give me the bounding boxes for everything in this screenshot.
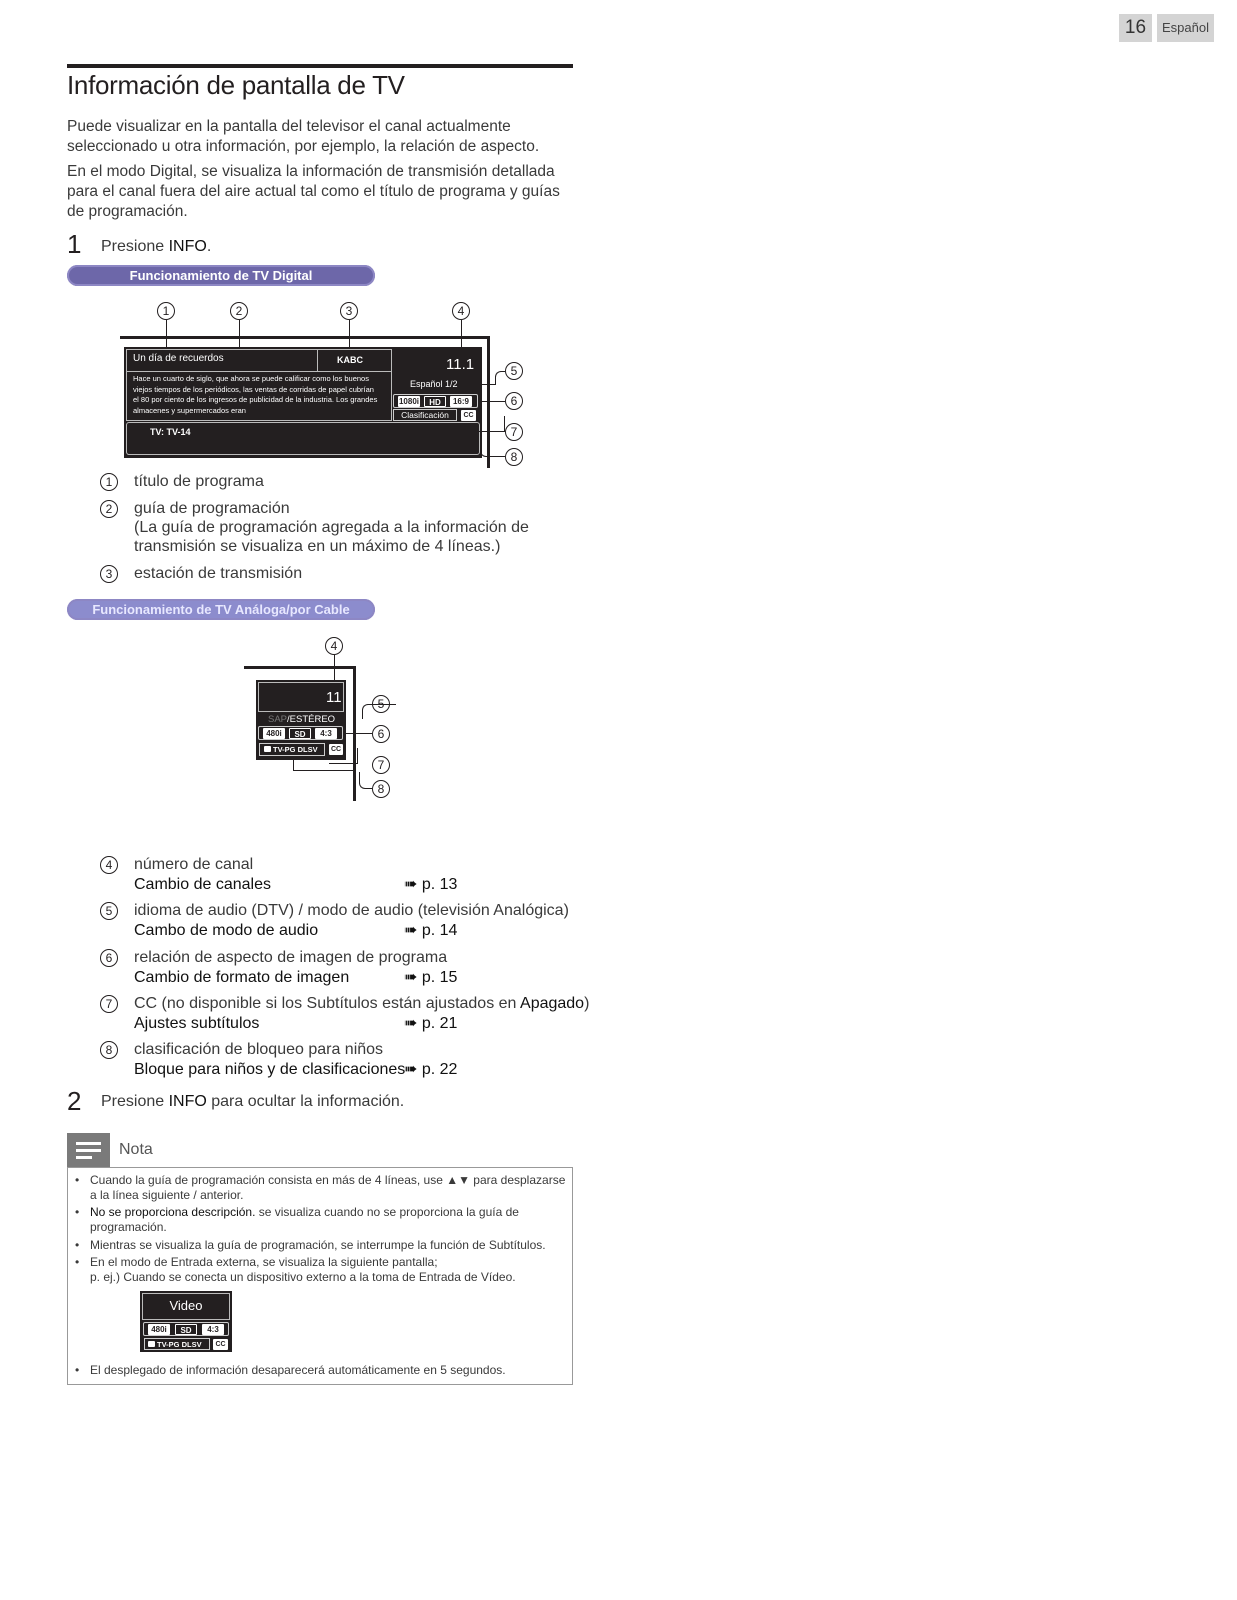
- legend-4-page[interactable]: [404, 875, 457, 895]
- legend-5-text: idioma de audio (DTV) / modo de audio (televisión Analógica): [134, 902, 569, 919]
- legend-7-post: ): [584, 995, 590, 1012]
- program-guide-text: Hace un cuarto de siglo, que ahora se puede calificar como los buenos viejos tiempos de los periódicos, las ventas de corridas de papel cubrían el 80 por ciento de los ingresos de publicidad de la industria. Los grandes almacenes y supermercados eran: [133, 374, 378, 415]
- note-item-1: [90, 1173, 570, 1203]
- step-2-key: INFO: [168, 1093, 207, 1110]
- legend-8-text: clasificación de bloqueo para niños: [134, 1041, 384, 1058]
- legend-1-text: título de programa: [134, 473, 264, 490]
- lock-icon: [264, 746, 271, 752]
- legend-8-page[interactable]: [404, 1060, 457, 1080]
- section-digital-tv: Funcionamiento de TV Digital: [67, 265, 375, 286]
- note-bullet-4: •: [75, 1255, 80, 1269]
- title-divider: [126, 371, 392, 372]
- legend-5-page[interactable]: [404, 921, 457, 941]
- title-rule: [67, 64, 573, 68]
- legend-3-text: estación de transmisión: [134, 565, 303, 582]
- legend-1-num: 1: [100, 473, 118, 491]
- callout-8: 8: [505, 448, 523, 466]
- analog-callout-6: 6: [372, 725, 390, 743]
- note-1-line2: a la línea siguiente / anterior.: [90, 1188, 244, 1202]
- lock-icon: [148, 1341, 155, 1347]
- analog-rating-text: TV-PG DLSV: [273, 745, 318, 754]
- leader-5: [466, 384, 496, 385]
- note-2-line1: [90, 1205, 570, 1220]
- legend-5-page-text: p. 14: [421, 922, 458, 939]
- callout-2: 2: [230, 302, 248, 320]
- cc-tag: CC: [461, 410, 476, 421]
- callout-7: 7: [505, 423, 523, 441]
- step-2-post: para ocultar la información.: [206, 1093, 405, 1110]
- video-cc-tag: CC: [213, 1339, 228, 1350]
- legend-2-sub1: (La guía de programación agregada a la información de: [134, 519, 529, 536]
- legend-6-text: relación de aspecto de imagen de programa: [134, 949, 448, 966]
- analog-aspect-tag: 4:3: [315, 728, 337, 739]
- legend-2-num: 2: [100, 500, 118, 518]
- note-3-line1: Mientras se visualiza la guía de programación, se interrumpe la función de Subtítulos.: [90, 1238, 546, 1252]
- video-rating: [144, 1338, 210, 1350]
- leader-6: [478, 401, 505, 402]
- step-2-pre: Presione: [101, 1093, 169, 1110]
- digital-channel-number: 11.1: [446, 356, 475, 373]
- analog-callout-7: 7: [372, 756, 390, 774]
- legend-4-ref[interactable]: Cambio de canales: [134, 876, 271, 893]
- video-label: Video: [169, 1298, 203, 1313]
- note-bullet-1: •: [75, 1173, 80, 1187]
- legend-7-ref[interactable]: Ajustes subtítulos: [134, 1015, 260, 1032]
- legend-7-page[interactable]: [404, 1014, 457, 1034]
- note-bullet-2: •: [75, 1205, 80, 1219]
- legend-2-sub2: transmisión se visualiza en un máximo de 4 líneas.): [134, 538, 501, 555]
- note-4-line2: p. ej.) Cuando se conecta un dispositivo externo a la toma de Entrada de Vídeo.: [90, 1270, 516, 1284]
- analog-leader-8b: [359, 772, 372, 789]
- analog-audio-sap: SAP: [268, 714, 288, 725]
- aspect-tag: 16:9: [450, 396, 472, 407]
- analog-callout-4: 4: [325, 637, 343, 655]
- analog-channel-number: 11: [326, 689, 342, 706]
- analog-leader-6: [343, 733, 372, 734]
- tv-frame-top: [120, 336, 490, 339]
- note-2-rest: se visualiza cuando no se proporciona la guía de: [255, 1205, 519, 1219]
- page-title: Información de pantalla de TV: [67, 70, 405, 100]
- note-item-3: [90, 1238, 570, 1253]
- legend-3-num: 3: [100, 565, 118, 583]
- legend-8-page-text: p. 22: [421, 1061, 458, 1078]
- leader-8: [480, 440, 505, 457]
- step-1-number: 1: [67, 229, 82, 259]
- page-badge: [1119, 14, 1214, 42]
- step-2-text: [101, 1093, 404, 1111]
- arrow-icon: ➠: [404, 922, 422, 939]
- legend-6-num: 6: [100, 949, 118, 967]
- legend-5-num: 5: [100, 902, 118, 920]
- leader-7: [466, 416, 505, 432]
- audio-language: Español 1/2: [410, 379, 458, 389]
- note-1-line1: Cuando la guía de programación consista en más de 4 líneas, use ▲▼ para desplazarse: [90, 1173, 566, 1187]
- arrow-icon: ➠: [404, 1015, 422, 1032]
- program-title: Un día de recuerdos: [133, 353, 224, 364]
- program-rating: TV: TV-14: [150, 427, 191, 437]
- step-2-number: 2: [67, 1086, 82, 1116]
- legend-5-ref[interactable]: Cambo de modo de audio: [134, 922, 319, 939]
- analog-cc-tag: CC: [330, 746, 342, 753]
- analog-callout-5: 5: [372, 695, 390, 713]
- analog-resolution-tag: 480i: [263, 728, 285, 739]
- note-label: Nota: [119, 1141, 153, 1158]
- rating-label: Clasificación: [393, 409, 457, 421]
- legend-6-page[interactable]: [404, 968, 457, 988]
- legend-2-text: guía de programación: [134, 500, 290, 517]
- video-definition-tag: SD: [175, 1324, 197, 1335]
- note-icon: [67, 1133, 110, 1168]
- arrow-icon: ➠: [404, 876, 422, 893]
- step-1-text: [101, 238, 211, 256]
- intro-paragraph-1: Puede visualizar en la pantalla del televisor el canal actualmente seleccionado u otra información, por ejemplo, la relación de aspecto.: [67, 118, 540, 155]
- legend-7-text: [134, 994, 589, 1014]
- video-resolution-tag: 480i: [148, 1324, 170, 1335]
- step-1-pre: Presione: [101, 238, 169, 255]
- page-number: 16: [1119, 14, 1152, 42]
- analog-leader-5: [362, 704, 396, 719]
- analog-leader-8a: [293, 757, 353, 771]
- leader-5-curve: [495, 371, 505, 385]
- callout-4: 4: [452, 302, 470, 320]
- legend-7-pre: CC (no disponible si los Subtítulos están ajustados en: [134, 995, 521, 1012]
- legend-4-page-text: p. 13: [421, 876, 458, 893]
- analog-rating: [259, 743, 325, 756]
- resolution-tag: 1080i: [398, 397, 420, 406]
- note-bullet-5: •: [75, 1363, 80, 1377]
- analog-callout-8: 8: [372, 780, 390, 798]
- arrow-icon: ➠: [404, 969, 422, 986]
- legend-7-num: 7: [100, 995, 118, 1013]
- note-item-5: [90, 1363, 570, 1378]
- video-aspect-tag: 4:3: [202, 1324, 224, 1335]
- intro-paragraph-2: En el modo Digital, se visualiza la información de transmisión detallada para el canal fuera del aire actual tal como el título de programa y guías de programación.: [67, 163, 560, 220]
- note-bullet-3: •: [75, 1238, 80, 1252]
- note-item-2: [90, 1205, 570, 1235]
- callout-5: 5: [505, 362, 523, 380]
- note-2-key: No se proporciona descripción.: [90, 1205, 256, 1219]
- legend-7-key: Apagado: [520, 995, 585, 1012]
- legend-6-ref[interactable]: Cambio de formato de imagen: [134, 969, 350, 986]
- legend-8-num: 8: [100, 1041, 118, 1059]
- station-name: KABC: [337, 355, 363, 365]
- analog-audio: [268, 714, 335, 725]
- definition-tag: HD: [424, 396, 446, 407]
- arrow-icon: ➠: [404, 1061, 422, 1078]
- analog-definition-tag: SD: [289, 728, 311, 739]
- page-language: Español: [1157, 14, 1214, 42]
- analog-frame-top: [244, 666, 356, 669]
- video-rating-text: TV-PG DLSV: [157, 1340, 202, 1349]
- legend-6-page-text: p. 15: [421, 969, 458, 986]
- legend-4-text: número de canal: [134, 856, 254, 873]
- note-item-4: [90, 1255, 570, 1285]
- note-4-line1: En el modo de Entrada externa, se visualiza la siguiente pantalla;: [90, 1255, 438, 1269]
- legend-7-page-text: p. 21: [421, 1015, 458, 1032]
- legend-4-num: 4: [100, 856, 118, 874]
- analog-audio-stereo: ESTÉREO: [289, 714, 336, 725]
- note-2-line2: programación.: [90, 1220, 167, 1234]
- legend-8-ref[interactable]: Bloque para niños y de clasificaciones: [134, 1061, 406, 1078]
- note-5-line1: El desplegado de información desaparecerá automáticamente en 5 segundos.: [90, 1363, 506, 1377]
- step-1-key: INFO: [168, 238, 207, 255]
- section-analog-tv: Funcionamiento de TV Análoga/por Cable: [67, 599, 375, 620]
- analog-audio-sep: /: [287, 714, 290, 725]
- step-1-post: .: [206, 238, 212, 255]
- callout-1: 1: [157, 302, 175, 320]
- callout-6: 6: [505, 392, 523, 410]
- callout-3: 3: [340, 302, 358, 320]
